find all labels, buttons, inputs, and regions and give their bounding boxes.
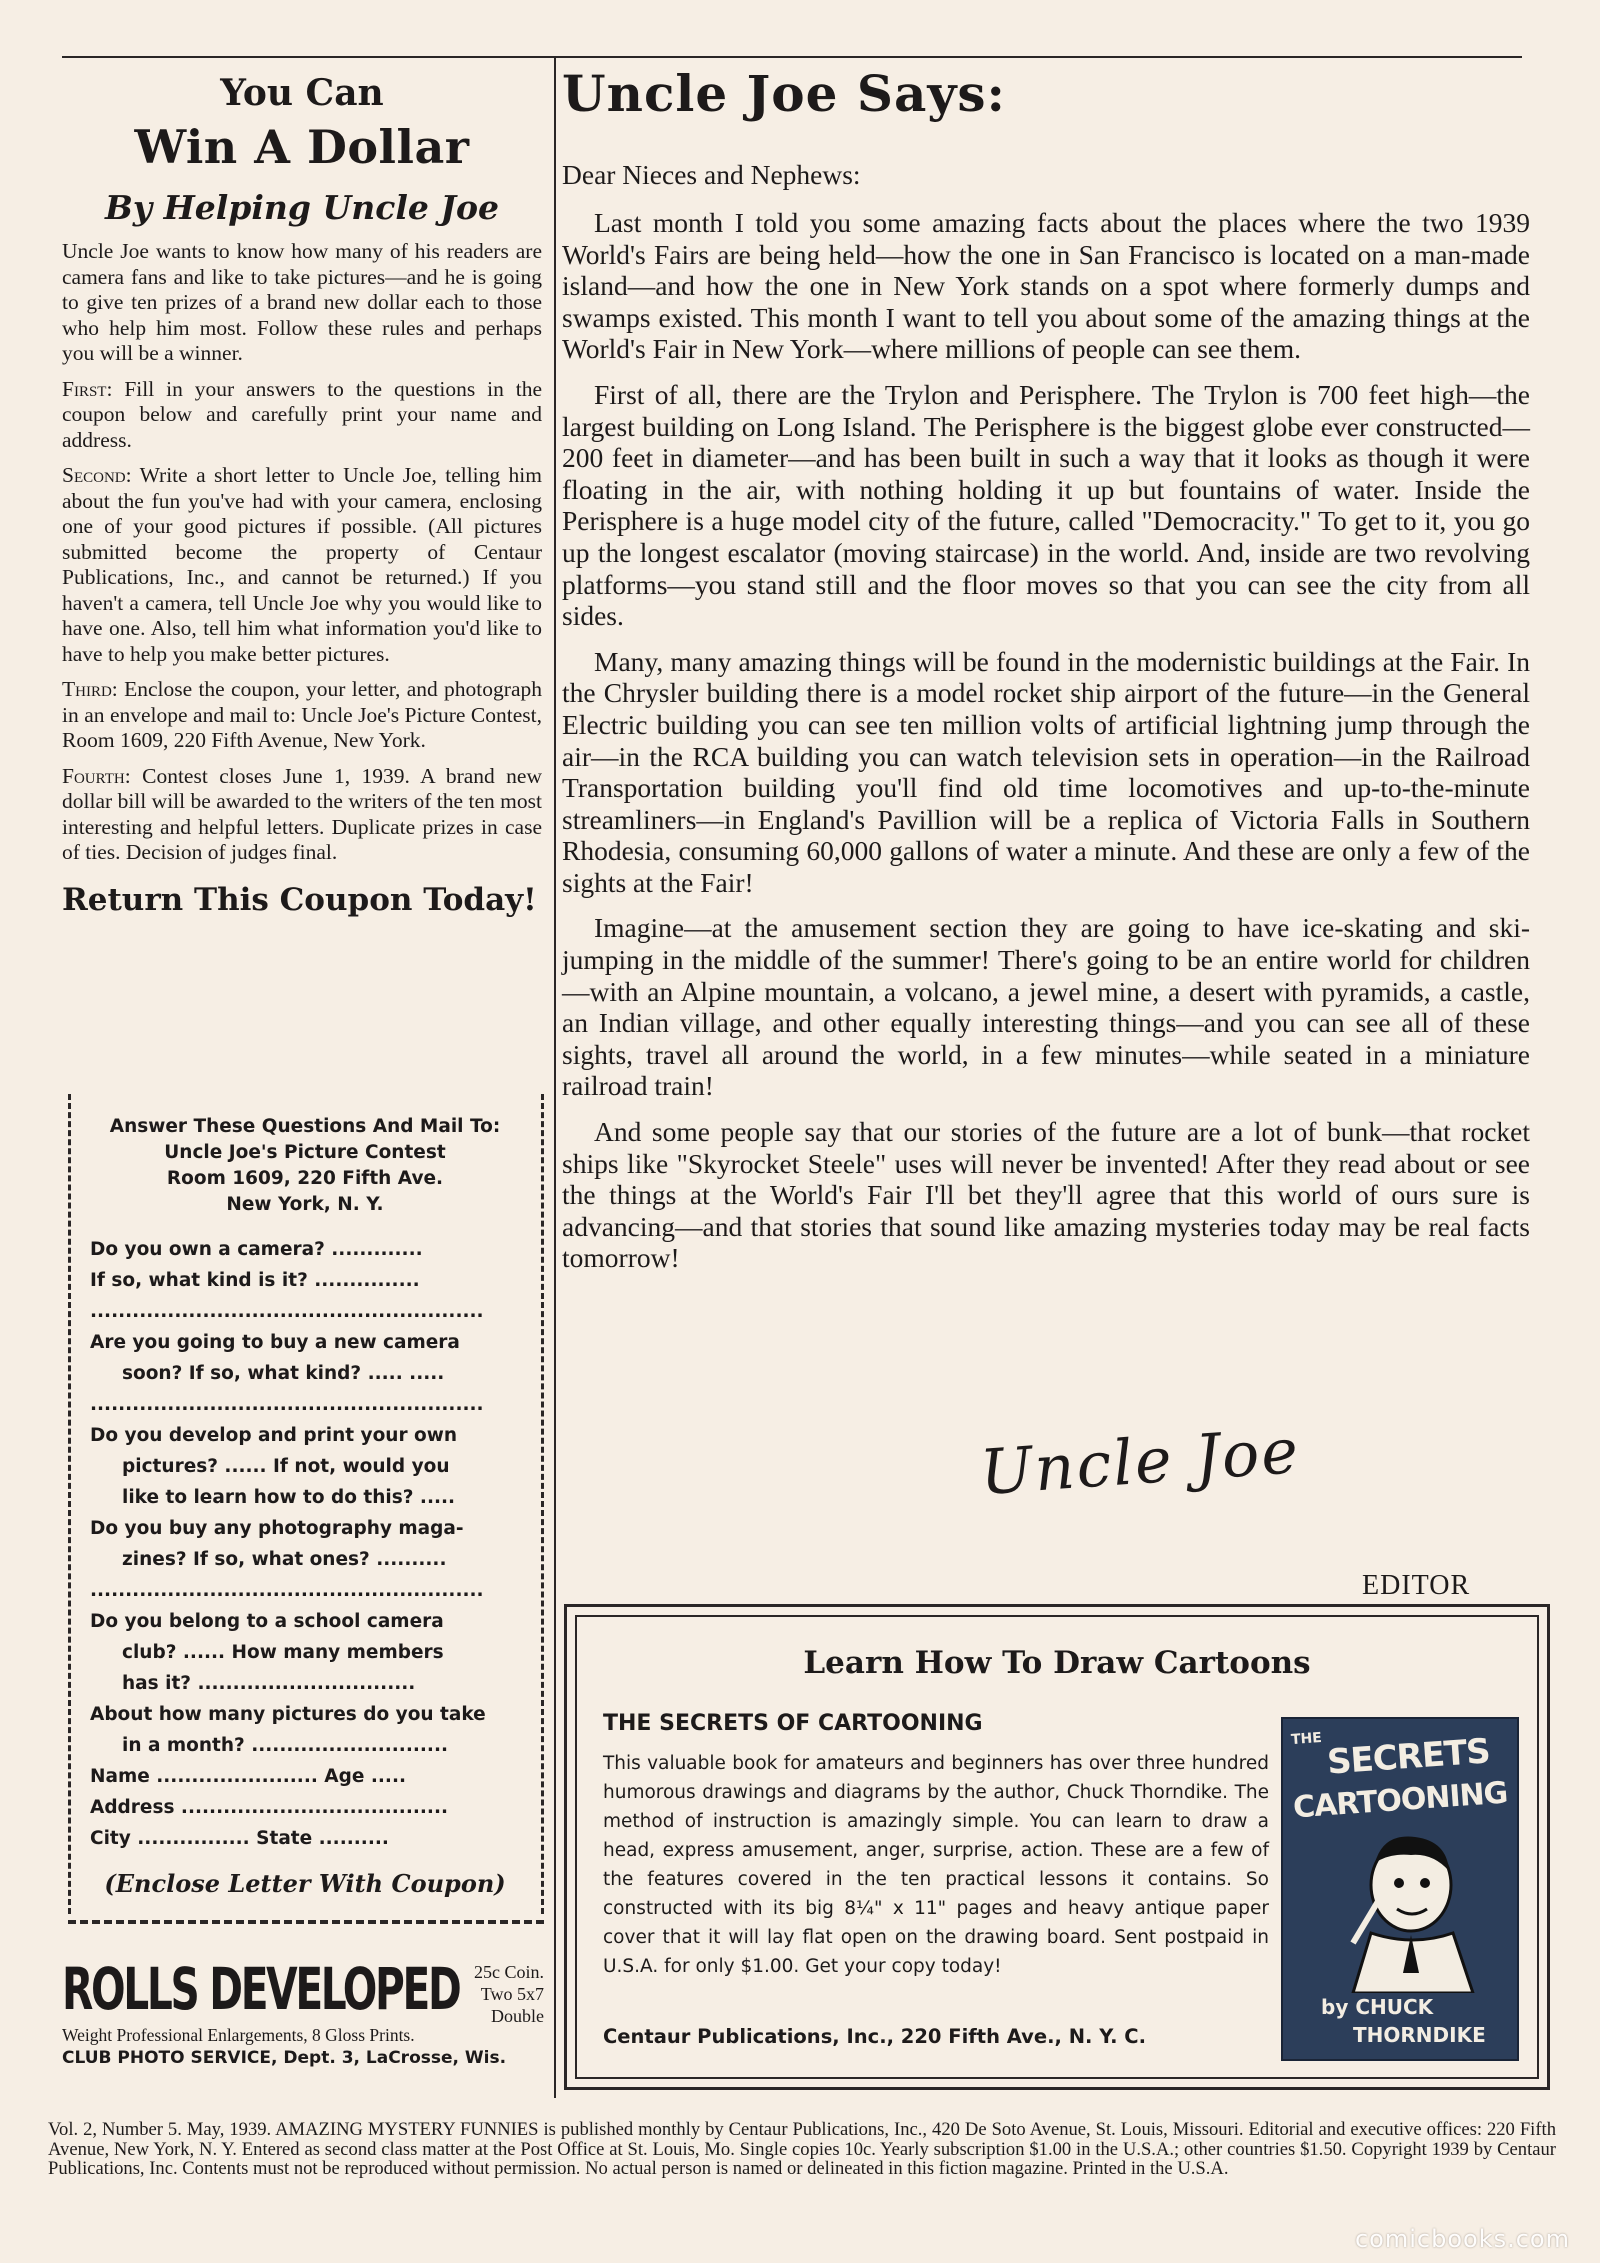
coupon-question-line: City ................ State .......... — [90, 1828, 389, 1849]
rule-first — [62, 377, 542, 454]
coupon-question-line: ........................................................ — [90, 1394, 484, 1415]
rule-text: Fill in your answers to the questions in the coupon below and carefully print your name and address. — [62, 376, 542, 452]
coupon-question-line: ........................................................ — [90, 1580, 484, 1601]
book-ad-publisher: Centaur Publications, Inc., 220 Fifth Ave., N. Y. C. — [603, 2025, 1147, 2048]
rule-second — [62, 463, 542, 667]
book-ad-title: Learn How To Draw Cartoons — [803, 1645, 1311, 1681]
coupon-question-line: club? ...... How many members — [122, 1642, 444, 1663]
contest-heading-3: By Helping Uncle Joe — [105, 188, 499, 227]
coupon — [68, 1094, 544, 1934]
book-cover-text: THORNDIKE — [1353, 2023, 1486, 2047]
rule-text: Enclose the coupon, your letter, and photograph in an envelope and mail to: Uncle Joe's Picture Contest, Room 1609, 220 Fifth Avenue, New York. — [62, 677, 542, 752]
coupon-question-line: pictures? ...... If not, would you — [122, 1456, 450, 1477]
signature: Uncle Joe — [977, 1413, 1303, 1510]
contest-heading-2: Win A Dollar — [134, 120, 470, 174]
book-cover-text: by CHUCK — [1321, 1995, 1434, 2019]
coupon-cut-line-bottom — [68, 1920, 544, 1924]
coupon-questions — [90, 1234, 520, 1854]
editorial-heading: Uncle Joe Says: — [562, 64, 1007, 123]
salutation: Dear Nieces and Nephews: — [562, 159, 861, 190]
contest-heading-1: You Can — [220, 72, 384, 114]
publication-notice: Vol. 2, Number 5. May, 1939. AMAZING MYSTERY FUNNIES is published monthly by Centaur Publications, Inc., 420 De Soto Avenue, St. Louis, Missouri. Editorial and executive offices: 220 Fifth Avenue, New York, N. Y. Entered as second class matter at the Post Office at St. Louis, Mo. Single copies 10c. Yearly subscription $1.00 in the U.S.A.; other countries $1.50. Copyright 1939 by Centaur Publications, Inc. Contents must not be reproduced without permission. No actual person is named or delineated in this fiction magazine. Printed in the U.S.A. — [48, 2119, 1556, 2179]
coupon-cut-line-left — [68, 1094, 71, 1914]
rule-label: Third: — [62, 677, 118, 701]
editorial-paragraph: And some people say that our stories of the future are a lot of bunk—that rocket ships like "Skyrocket Steele" uses will never be invented! After they read about or see the things at the World's Fair I'll bet they'll agree that this world of ours sure is advancing—and that stories that sound like amazing mysteries today may be real facts tomorrow! — [562, 1116, 1530, 1274]
coupon-address-line: Room 1609, 220 Fifth Ave. — [166, 1168, 444, 1189]
rule-fourth — [62, 764, 542, 866]
coupon-question-line: zines? If so, what ones? .......... — [122, 1549, 447, 1570]
coupon-address — [90, 1114, 520, 1218]
ad-price: 25c Coin. Two 5x7 Double — [474, 1962, 544, 2026]
coupon-question-line: Do you buy any photography maga- — [90, 1518, 464, 1539]
book-cover-image — [1281, 1717, 1519, 2061]
rule-text: Contest closes June 1, 1939. A brand new dollar bill will be awarded to the writers of the ten most interesting and helpful letters. Duplicate prizes in case of ties. Decision of judges final. — [62, 763, 542, 864]
coupon-question-line: ........................................................ — [90, 1301, 484, 1322]
ad-address: CLUB PHOTO SERVICE, Dept. 3, LaCrosse, Wis. — [62, 2048, 507, 2068]
coupon-question-line: has it? ............................... — [122, 1673, 416, 1694]
cartoon-book-ad — [564, 1604, 1550, 2090]
coupon-heading: Return This Coupon Today! — [62, 881, 537, 918]
coupon-question-line: like to learn how to do this? ..... — [122, 1487, 456, 1508]
rule-label: Fourth: — [62, 763, 131, 788]
cartoonist-drawing-icon — [1323, 1823, 1483, 1993]
top-rule — [62, 56, 1522, 58]
contest-column — [62, 62, 542, 926]
coupon-question-line: Do you belong to a school camera — [90, 1611, 444, 1632]
editor-label: EDITOR — [1362, 1570, 1471, 1601]
coupon-question-line: Are you going to buy a new camera — [90, 1332, 460, 1353]
editorial-paragraph: Last month I told you some amazing facts about the places where the two 1939 World's Fairs are being held—how the one in San Francisco is located on a man-made island—and how the one in New York stands on a spot where formerly dumps and swamps existed. This month I want to tell you about some of the amazing things at the World's Fair in New York—where millions of people can see them. — [562, 207, 1530, 365]
coupon-address-line: New York, N. Y. — [226, 1194, 384, 1215]
coupon-question-line: Name ....................... Age ..... — [90, 1766, 406, 1787]
coupon-address-line: Answer These Questions And Mail To: — [109, 1116, 501, 1137]
editorial-paragraph: First of all, there are the Trylon and Perisphere. The Trylon is 700 feet high—the largest building on Long Island. The Perisphere is the biggest globe ever constructed—200 feet in diameter—and has been built in such a way that it looks as though it were floating in the air, with nothing holding it up but fountains of water. Inside the Perisphere is a huge model city of the future, called "Democracity." To get to it, you go up the longest escalator (moving staircase) in the world. And, inside are two revolving platforms—you stand still and the floor moves so that you can see the city from all sides. — [562, 378, 1530, 632]
coupon-cut-line-right — [541, 1094, 544, 1914]
coupon-question-line: Address ...................................... — [90, 1797, 448, 1818]
watermark: comicbooks.com — [1354, 2225, 1570, 2253]
coupon-question-line: About how many pictures do you take — [90, 1704, 486, 1725]
editorial-column — [562, 62, 1530, 1288]
editorial-paragraph: Many, many amazing things will be found in the modernistic buildings at the Fair. In the Chrysler building there is a model rocket ship airport of the future—in the General Electric building you can see ten million volts of artificial lightning jump through the air—in the RCA building you can watch television sets in operation—in the Railroad Transportation building you'll find old time locomotives and up-to-the-minute streamliners—in England's Pavillion will be a replica of Victoria Falls in Southern Rhodesia, consuming 60,000 gallons of water a minute. And these are only a few of the sights at the Fair! — [562, 645, 1530, 898]
coupon-footer: (Enclose Letter With Coupon) — [104, 1869, 506, 1898]
book-ad-body: This valuable book for amateurs and beginners has over three hundred humorous drawings and diagrams by the author, Chuck Thorndike. The method of instruction is amazingly simple. You can learn to draw a head, express amusement, anger, surprise, action. These are a few of the features covered in the ten practical lessons it contains. So constructed with its big 8¼" x 11" pages and heavy antique paper cover that it will lay flat open on the drawing board. Sent postpaid in U.S.A. for only $1.00. Get your copy today! — [603, 1753, 1269, 1977]
coupon-address-line: Uncle Joe's Picture Contest — [164, 1142, 446, 1163]
book-cover-text: CARTOONING — [1292, 1775, 1509, 1826]
ad-details: Weight Professional Enlargements, 8 Gloss Prints. — [62, 2025, 415, 2045]
coupon-question-line: in a month? ............................ — [122, 1735, 448, 1756]
rule-third — [62, 677, 542, 754]
rule-label: Second: — [62, 463, 132, 487]
book-cover-text: THE — [1290, 1729, 1323, 1749]
coupon-question-line: If so, what kind is it? ............... — [90, 1270, 420, 1291]
column-divider — [554, 58, 556, 2098]
coupon-question-line: Do you own a camera? ............. — [90, 1239, 423, 1260]
coupon-question-line: soon? If so, what kind? ..... ..... — [122, 1363, 445, 1384]
rolls-developed-ad — [62, 1955, 544, 2068]
rule-text: Write a short letter to Uncle Joe, telling him about the fun you've had with your camera, enclosing one of your good pictures if possible. (All pictures submitted become the property of Centaur Publications, Inc., and cannot be returned.) If you haven't a camera, tell Uncle Joe why you would like to have one. Also, tell him what information you'd like to have to help you make better pictures. — [62, 463, 542, 666]
contest-intro: Uncle Joe wants to know how many of his readers are camera fans and like to take pictures—and he is going to give ten prizes of a brand new dollar each to those who help him most. Follow these rules and perhaps you will be a winner. — [62, 239, 542, 365]
coupon-question-line: Do you develop and print your own — [90, 1425, 457, 1446]
ad-headline: ROLLS DEVELOPED — [62, 1955, 460, 2023]
editorial-paragraph: Imagine—at the amusement section they are going to have ice-skating and ski-jumping in the middle of the summer! There's going to be an entire world for children—with an Alpine mountain, a volcano, a jewel mine, a desert with pyramids, a castle, an Indian village, and other equally interesting things—and you can see all of these sights, travel all around the world, in a few minutes—while seated in a miniature railroad train! — [562, 912, 1530, 1102]
rule-label: First: — [62, 376, 113, 401]
book-cover-text: SECRETS — [1325, 1731, 1491, 1783]
book-ad-subtitle: THE SECRETS OF CARTOONING — [603, 1711, 983, 1736]
